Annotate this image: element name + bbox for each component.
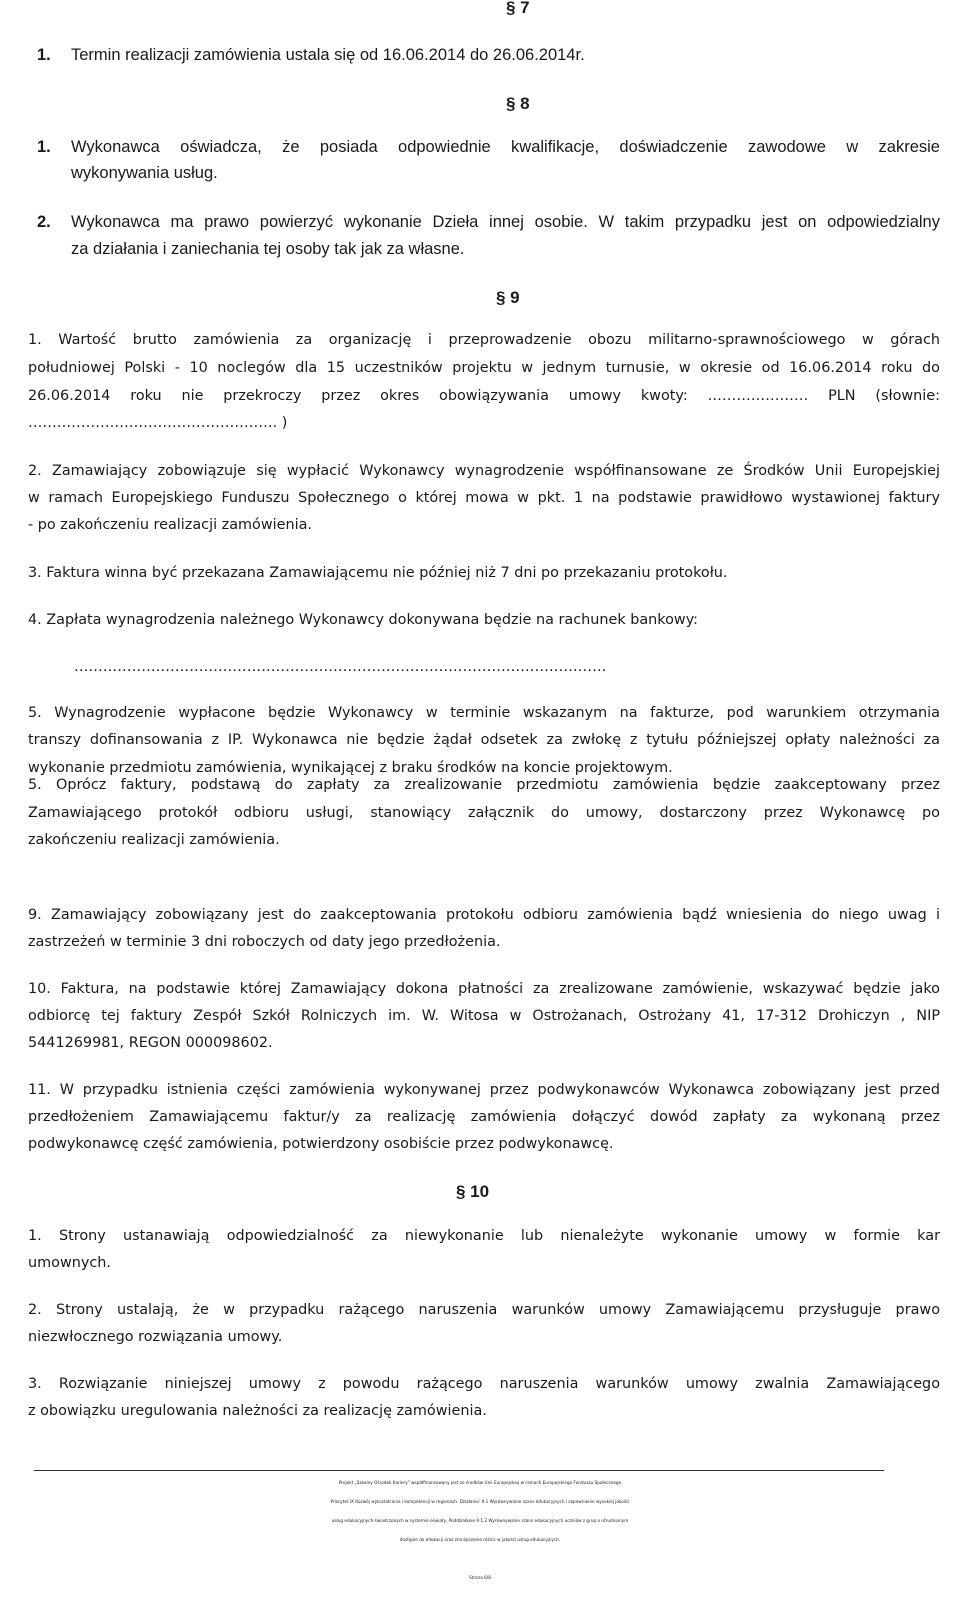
item-number: 1. [37, 138, 51, 156]
paragraph-9-6-line-3: zakończeniu realizacji zamówienia. [28, 832, 280, 848]
bank-account-placeholder: ………………………………………………………………………………………………… [74, 659, 607, 675]
footer-line-2: Priorytet IX Rozwój wykształcenia i kompetencji w regionach. Działanie: 9.1 Wyrównywanie szans edukacyjnych i zapewnienie wysokiej jakości [330, 1499, 630, 1504]
paragraph-10-3-line-2: z obowiązku uregulowania należności za realizację zamówienia. [28, 1403, 487, 1419]
paragraph-9-9-line-2: zastrzeżeń w terminie 3 dni roboczych od daty jego przedłożenia. [28, 934, 501, 950]
paragraph-9-5-line-2: transzy dofinansowania z IP. Wykonawca nie będzie żądał odsetek za zwłokę z tytułu późniejszej opłaty należności za [28, 732, 940, 748]
section-heading-8: § 8 [506, 94, 530, 113]
paragraph-9-10-line-3: 5441269981, REGON 000098602. [28, 1035, 273, 1051]
section-heading-9: § 9 [496, 288, 520, 307]
paragraph-10-1-line-2: umownych. [28, 1255, 111, 1271]
paragraph-9-10-line-1: 10. Faktura, na podstawie której Zamawiający dokona płatności za zrealizowane zamówienie, wskazywać będzie jako [28, 981, 940, 997]
paragraph-7-1 [37, 46, 585, 65]
footer-line-1: Projekt „Szkolny Ośrodek Kariery” współfinansowany jest ze środków Unii Europejskiej w ramach Europejskiego Funduszu Społecznego [338, 1480, 622, 1485]
footer-divider [34, 1470, 884, 1471]
item-number: 1. [37, 46, 51, 64]
footer-line-4: dostępie do edukacji oraz zmniejszenie różnic w jakości usług edukacyjnych. [399, 1537, 561, 1542]
paragraph-9-11-line-3: podwykonawcę część zamówienia, potwierdzony osobiście przez podwykonawcę. [28, 1136, 614, 1152]
paragraph-9-2-line-1: 2. Zamawiający zobowiązuje się wypłacić Wykonawcy wynagrodzenie współfinansowane ze Środków Unii Europejskiej [28, 463, 940, 479]
paragraph-9-3: 3. Faktura winna być przekazana Zamawiającemu nie później niż 7 dni po przekazaniu protokołu. [28, 565, 728, 581]
paragraph-8-2-line-1 [37, 213, 940, 232]
paragraph-9-1-line-4: ……………………………………………. ) [28, 415, 288, 431]
paragraph-9-10-line-2: odbiorcę tej faktury Zespół Szkół Rolniczych im. W. Witosa w Ostrożanach, Ostrożany 41, 17-312 Drohiczyn , NIP [28, 1008, 940, 1024]
item-text: Termin realizacji zamówienia ustala się od 16.06.2014 do 26.06.2014r. [71, 46, 585, 64]
page-number: Strona 6/8 [469, 1575, 491, 1580]
paragraph-10-1-line-1: 1. Strony ustanawiają odpowiedzialność za niewykonanie lub nienależyte wykonanie umowy w formie kar [28, 1228, 940, 1244]
paragraph-8-1-line-1 [37, 138, 940, 157]
paragraph-9-5-line-1: 5. Wynagrodzenie wypłacone będzie Wykonawcy w terminie wskazanym na fakturze, pod warunkiem otrzymania [28, 705, 940, 721]
paragraph-9-11-line-2: przedłożeniem Zamawiającemu faktur/y za realizację zamówienia dołączyć dowód zapłaty za wykonaną przez [28, 1109, 940, 1125]
item-number: 2. [37, 213, 51, 231]
paragraph-9-11-line-1: 11. W przypadku istnienia części zamówienia wykonywanej przez podwykonawców Wykonawca zobowiązany jest przed [28, 1082, 940, 1098]
paragraph-9-1-line-2: południowej Polski - 10 noclegów dla 15 uczestników projektu w jednym turnusie, w okresie od 16.06.2014 roku do [28, 360, 940, 376]
paragraph-9-2-line-3: - po zakończeniu realizacji zamówienia. [28, 517, 312, 533]
item-text: Wykonawca oświadcza, że posiada odpowiednie kwalifikacje, doświadczenie zawodowe w zakresie [71, 138, 940, 156]
footer-line-3: usług edukacyjnych świadczonych w systemie oświaty, Poddziałanie 9.1.2 Wyrównywanie szans edukacyjnych uczniów z grup o utrudnionym [331, 1518, 629, 1523]
paragraph-9-5-line-3: wykonanie przedmiotu zamówienia, wynikającej z braku środków na koncie projektowym. [28, 760, 673, 776]
paragraph-9-6-line-1: 5. Oprócz faktury, podstawą do zapłaty za zrealizowanie przedmiotu zamówienia będzie zaakceptowany przez [28, 777, 940, 793]
paragraph-8-1-line-2: wykonywania usług. [71, 164, 218, 182]
paragraph-9-1-line-1: 1. Wartość brutto zamówienia za organizację i przeprowadzenie obozu militarno-sprawnościowego w górach [28, 332, 940, 348]
paragraph-10-2-line-2: niezwłocznego rozwiązania umowy. [28, 1329, 283, 1345]
paragraph-9-9-line-1: 9. Zamawiający zobowiązany jest do zaakceptowania protokołu odbioru zamówienia bądź wniesienia do niego uwag i [28, 907, 940, 923]
paragraph-9-2-line-2: w ramach Europejskiego Funduszu Społecznego o której mowa w pkt. 1 na podstawie prawidłowo wystawionej faktury [28, 490, 940, 506]
item-text: Wykonawca ma prawo powierzyć wykonanie Dzieła innej osobie. W takim przypadku jest on odpowiedzialny [71, 213, 940, 231]
paragraph-10-2-line-1: 2. Strony ustalają, że w przypadku rażącego naruszenia warunków umowy Zamawiającemu przysługuje prawo [28, 1302, 940, 1318]
paragraph-9-4: 4. Zapłata wynagrodzenia należnego Wykonawcy dokonywana będzie na rachunek bankowy: [28, 612, 699, 628]
paragraph-10-3-line-1: 3. Rozwiązanie niniejszej umowy z powodu rażącego naruszenia warunków umowy zwalnia Zamawiającego [28, 1376, 940, 1392]
paragraph-9-1-line-3: 26.06.2014 roku nie przekroczy przez okres obowiązywania umowy kwoty: ………………… PLN (słownie: [28, 388, 940, 404]
section-heading-10: § 10 [456, 1182, 490, 1201]
paragraph-8-2-line-2: za działania i zaniechania tej osoby tak jak za własne. [71, 240, 465, 258]
section-heading-7: § 7 [506, 0, 530, 17]
paragraph-9-6-line-2: Zamawiającego protokół odbioru usługi, stanowiący załącznik do umowy, dostarczony przez Wykonawcę po [28, 805, 940, 821]
